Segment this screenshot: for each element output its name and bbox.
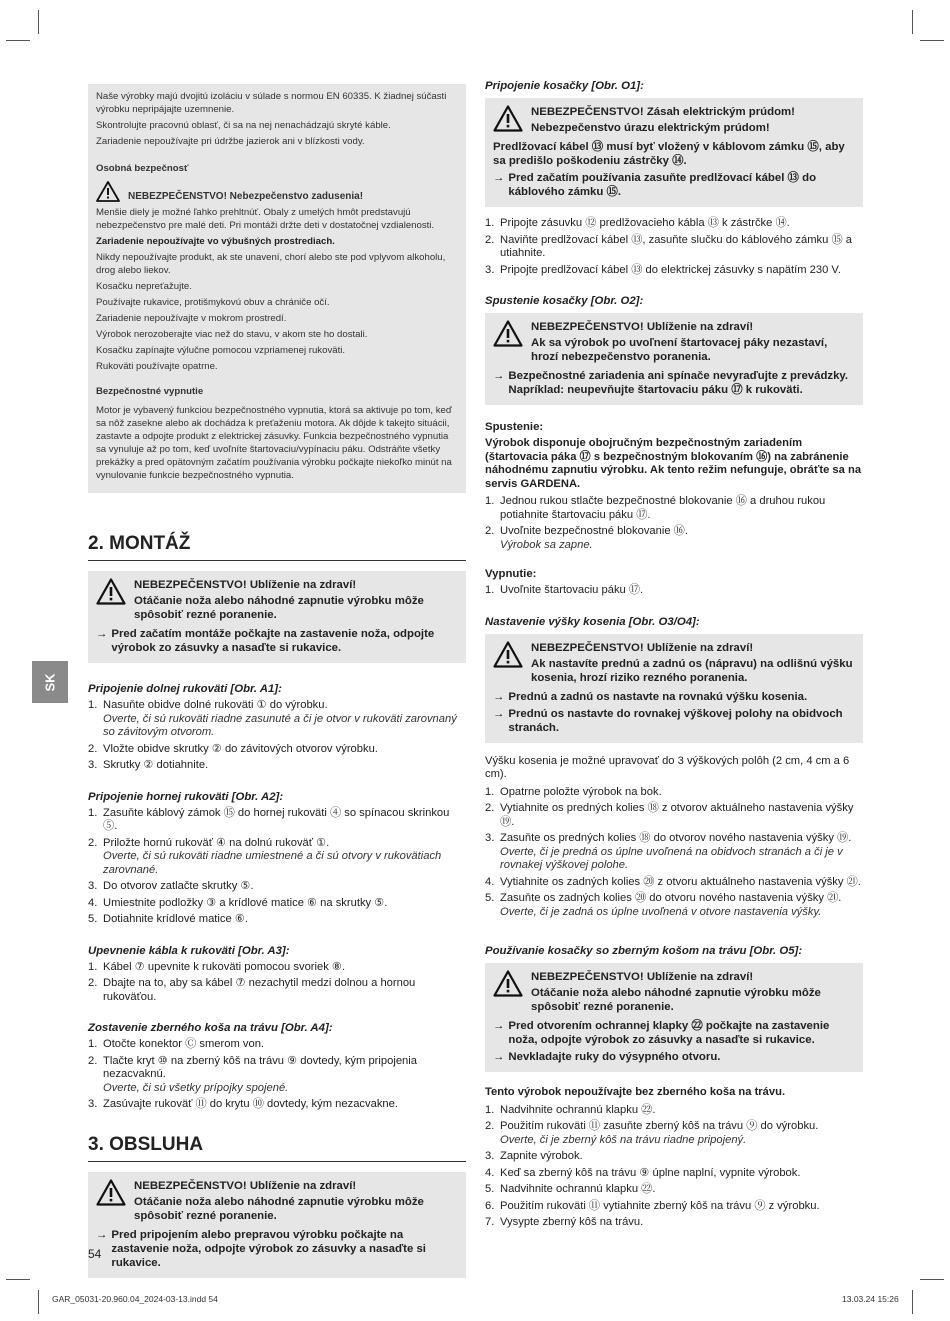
arrow-icon: → [96,1228,108,1241]
step-list [88,807,466,927]
step-instruction: Zasuňte os zadných kolies ⑳ do otvoru nového nastavenia výšky ㉑. [500,892,842,904]
section-heading-obsluha: 3. OBSLUHA [88,1134,466,1162]
subsection-title: Spustenie kosačky [Obr. O2]: [485,295,644,307]
step-text [500,1216,643,1230]
step-text [500,1183,655,1197]
step-text [103,880,254,894]
step-instruction: Použitím rukoväti ⑪ zasuňte zberný kôš na trávu ⑨ do výrobku. [500,1120,819,1132]
step-text [103,961,345,975]
safety-line: Používajte rukavice, protišmykovú obuv a chrániče očí. [96,297,330,308]
step-text [500,832,863,873]
danger-lines [134,578,458,624]
step-text [500,584,643,598]
list-item [485,892,863,919]
list-item [485,1104,863,1118]
step-instruction: Vysypte zberný kôš na trávu. [500,1216,644,1228]
step-number: 2. [485,802,495,814]
step-number: 1. [88,960,98,973]
step-text [103,699,466,740]
list-item [88,699,466,740]
arrow-icon: → [493,172,505,184]
crop-mark [38,1290,39,1314]
step-instruction: Jednou rukou stlačte bezpečnostné blokovanie ⑯ a druhou rukou potiahnite štartovaciu páku ⑰. [500,495,826,521]
step-text [500,525,688,552]
list-item [88,1098,466,1112]
step-instruction: Použitím rukoväti ⑪ vytiahnite zberný kôš na trávu ⑨ z výrobku. [500,1199,820,1212]
crop-mark [912,1290,913,1314]
step-instruction: Nadvihnite ochrannú klapku ㉒. [500,1183,656,1195]
step-number: 1. [485,584,495,596]
step-note: Overte, či je zberný kôš na trávu riadne pripojený. [500,1133,747,1146]
step-number: 3. [88,759,98,771]
step-number: 3. [88,880,98,892]
danger-header [493,641,855,687]
step-note: Výrobok sa zapne. [500,538,593,551]
step-instruction: Umiestnite podložky ③ a krídlové matice ⑥ na skrutky ⑤. [103,896,388,909]
step-list [485,786,863,920]
step-note: Overte, či sú rukoväti riadne zasunuté a či je otvor v rukoväti zarovnaný so závitovým otvorom. [103,712,457,738]
danger-line: Otáčanie noža alebo náhodné zapnutie výrobku môže spôsobiť rezné poranenie. [531,987,821,1013]
list-item [88,961,466,975]
danger-lines [531,641,855,687]
warning-triangle-icon [493,641,523,687]
list-item [88,880,466,894]
step-text [103,759,208,773]
intro-text [96,90,458,148]
step-text [103,1038,264,1052]
step-instruction: Vložte obidve skrutky ② do závitových otvorov výrobku. [103,742,378,755]
step-text [500,1167,800,1181]
subsection-title: Pripojenie dolnej rukoväti [Obr. A1]: [88,683,282,695]
danger-instruction-text: Nevkladajte ruky do výsypného otvoru. [508,1051,721,1063]
list-item [485,234,863,261]
step-number: 2. [485,233,495,246]
start-title: Spustenie: [485,421,544,433]
danger-instruction [96,1228,458,1270]
step-text [103,913,248,927]
list-item [88,837,466,878]
step-note: Overte, či je zadná os úplne uvoľnená v otvore nastavenia výšky. [500,905,822,918]
list-item [485,525,863,552]
arrow-icon: → [493,707,505,720]
step-number: 6. [485,1199,495,1212]
step-number: 2. [88,977,98,989]
arrow-icon: → [493,1051,505,1063]
danger-instruction-text: Pred pripojením alebo prepravou výrobku počkajte na zastavenie noža, odpojte výrobok zo zásuvky a nasaďte si rukavice. [111,1228,426,1269]
step-instruction: Zasuňte káblový zámok ⑮ do hornej rukoväti ④ so spínacou skrinkou ⑤. [103,806,450,832]
danger-instruction-text: Pred otvorením ochrannej klapky ㉒ počkajte na zastavenie noža, odpojte výrobok zo zásuvky a nasaďte si rukavice. [508,1020,830,1046]
danger-box [88,571,466,663]
step-number: 2. [88,1054,98,1067]
danger-instruction-text: Bezpečnostné zariadenia ani spínače nevyraďujte z prevádzky. Napríklad: neupevňujte štartovaciu páku ⑰ k rukoväti. [508,370,849,396]
danger-line: Otáčanie noža alebo náhodné zapnutie výrobku môže spôsobiť rezné poranenie. [134,595,424,621]
step-text [103,1098,398,1112]
danger-instruction [493,690,855,704]
list-item [485,1216,863,1230]
list-item [485,802,863,829]
step-number: 2. [485,525,495,537]
list-item [485,217,863,231]
step-instruction: Zapnite výrobok. [500,1150,583,1162]
step-note: Overte, či je predná os úplne uvoľnená na obidvoch stranách a či je v rovnakej výškovej polohe. [500,845,843,871]
subsection-title: Upevnenie kábla k rukoväti [Obr. A3]: [88,944,290,957]
list-item [485,1183,863,1197]
step-text [103,977,466,1004]
step-number: 3. [88,1098,98,1110]
step-text [500,1104,655,1118]
step-instruction: Opatrne položte výrobok na bok. [500,785,662,798]
danger-line: NEBEZPEČENSTVO! Zásah elektrickým prúdom! [531,106,795,118]
danger-lines [531,320,855,366]
step-instruction: Naviňte predlžovací kábel ⑬, zasuňte slučku do káblového zámku ⑮ a utiahnite. [500,233,852,259]
personal-safety-text [96,206,458,373]
step-instruction: Vytiahnite os predných kolies ⑱ z otvorov aktuálneho nastavenia výšky ⑲. [500,802,854,828]
right-column [485,78,863,1233]
safety-line: Menšie diely je možné ľahko prehltnúť. Obaly z umelých hmôt predstavujú nebezpečenstvo pre malé deti. Pri montáži držte deti v dostatočnej vzdialenosti. [96,207,435,231]
step-note: Overte, či sú všetky prípojky spojené. [103,1081,289,1094]
step-instruction: Zasuňte os predných kolies ⑱ do otvorov nového nastavenia výšky ⑲. [500,832,852,844]
safety-shutoff-title: Bezpečnostné vypnutie [96,386,204,397]
personal-safety-title: Osobná bezpečnosť [96,163,189,174]
step-list [88,1038,466,1112]
list-item [485,264,863,278]
danger-header [493,320,855,366]
step-number: 4. [485,875,495,888]
warning-triangle-icon [96,181,120,202]
step-number: 1. [485,217,495,229]
warning-triangle-icon [96,1179,126,1225]
warning-triangle-icon [493,105,523,137]
step-instruction: Uvoľnite bezpečnostné blokovanie ⑯. [500,525,688,537]
danger-lines [531,970,855,1016]
arrow-icon: → [493,1020,505,1032]
warning-triangle-icon [493,320,523,366]
step-instruction: Pripojte predlžovací kábel ⑬ do elektrickej zásuvky s napätím 230 V. [500,263,841,276]
step-text [500,892,841,919]
list-item [88,897,466,911]
crop-mark [920,40,944,41]
danger-line: NEBEZPEČENSTVO! Ublíženie na zdraví! [134,1179,357,1192]
danger-lines [531,105,795,137]
safety-line: Nikdy nepoužívajte produkt, ak ste unavení, chorí alebo ste pod vplyvom alkoholu, drog alebo liekov. [96,252,446,276]
danger-line: NEBEZPEČENSTVO! Ublíženie na zdraví! [531,971,754,983]
list-item [485,1200,863,1214]
warning-triangle-icon [493,970,523,1016]
danger-box [485,98,863,207]
danger-header [96,1179,458,1225]
step-text [500,495,863,522]
safety-line: Kosačku zapínajte výlučne pomocou vzpriamenej rukoväti. [96,345,346,356]
step-instruction: Otočte konektor Ⓒ smerom von. [103,1038,265,1050]
list-item [88,1055,466,1096]
danger-instruction [96,627,458,655]
step-text [500,786,662,800]
language-tab: SK [32,661,68,703]
step-instruction: Vytiahnite os zadných kolies ⑳ z otvoru aktuálneho nastavenia výšky ㉑. [500,875,861,888]
safety-line: Výrobok nerozoberajte viac než do stavu, v akom ste ho dostali. [96,329,368,340]
grass-bag-warning: Tento výrobok nepoužívajte bez zberného koša na trávu. [485,1086,786,1098]
step-list [88,699,466,773]
danger-instruction [493,171,855,199]
step-text [103,807,466,834]
safety-box [88,84,466,493]
step-number: 2. [88,742,98,755]
step-instruction: Tlačte kryt ⑩ na zberný kôš na trávu ⑨ dovtedy, kým pripojenia nezacvaknú. [103,1054,417,1080]
step-number: 5. [485,892,495,904]
subsection-title: Pripojenie hornej rukoväti [Obr. A2]: [88,790,284,803]
danger-extra: Predlžovací kábel ⑬ musí byť vložený v káblovom zámku ⑮, aby sa predišlo poškodeniu zástrčky ⑭. [493,141,845,167]
footer-timestamp: 13.03.24 15:26 [842,1294,899,1304]
danger-header [96,578,458,624]
crop-mark [6,1279,30,1280]
step-instruction: Zasúvajte rukoväť ⑪ do krytu ⑩ dovtedy, kým nezacvakne. [103,1098,398,1110]
step-text [500,876,861,890]
safety-line: Kosačku nepreťažujte. [96,281,192,292]
safety-line: Zariadenie nepoužívajte v mokrom prostredí. [96,313,287,324]
step-instruction: Nadvihnite ochrannú klapku ㉒. [500,1103,656,1116]
page-number: 54 [88,1247,102,1261]
step-instruction: Keď sa zberný kôš na trávu ⑨ úplne naplní, vypnite výrobok. [500,1166,801,1179]
danger-instruction [493,707,855,735]
arrow-icon: → [493,690,505,703]
step-list [485,1104,863,1230]
step-text [103,743,378,757]
step-instruction: Do otvorov zatlačte skrutky ⑤. [103,880,254,892]
danger-header [493,105,855,137]
danger-instruction [493,369,855,397]
step-number: 5. [485,1183,495,1195]
safety-line: Skontrolujte pracovnú oblasť, či sa na nej nenachádzajú skryté káble. [96,120,391,131]
step-instruction: Uvoľnite štartovaciu páku ⑰. [500,584,644,596]
crop-mark [6,40,30,41]
list-item [485,1167,863,1181]
step-number: 2. [485,1120,495,1132]
step-text [103,1055,466,1096]
danger-line: Otáčanie noža alebo náhodné zapnutie výrobku môže spôsobiť rezné poranenie. [134,1195,424,1222]
step-number: 7. [485,1216,495,1228]
danger-instruction [493,1050,855,1064]
step-instruction: Pripojte zásuvku ⑫ predlžovacieho kábla ⑬ k zástrčke ⑭. [500,217,790,229]
step-text [500,264,841,278]
danger-instruction-text: Prednú a zadnú os nastavte na rovnakú výšku kosenia. [508,690,808,703]
danger-instruction-text: Pred začatím používania zasuňte predlžovací kábel ⑬ do káblového zámku ⑮. [508,172,817,198]
step-instruction: Priložte hornú rukoväť ④ na dolnú rukoväť ①. [103,836,330,849]
footer-file-info: GAR_05031-20.960.04_2024-03-13.indd 54 [52,1294,218,1304]
danger-instruction-text: Prednú os nastavte do rovnakej výškovej polohy na obidvoch stranách. [508,707,843,734]
list-item [485,832,863,873]
danger-box [88,1172,466,1278]
crop-mark [920,1279,944,1280]
danger-line: NEBEZPEČENSTVO! Ublíženie na zdraví! [531,321,754,333]
danger-box [485,313,863,405]
list-item [88,1038,466,1052]
stop-title: Vypnutie: [485,568,537,580]
list-item [88,807,466,834]
step-number: 5. [88,913,98,925]
danger-box [485,963,863,1072]
step-text [500,1120,818,1147]
warning-triangle-icon [96,578,126,624]
list-item [88,759,466,773]
safety-line: Naše výrobky majú dvojitú izoláciu v súlade s normou EN 60335. K žiadnej súčasti výrobku nepripájajte uzemnenie. [96,91,447,115]
step-number: 3. [485,832,495,844]
step-number: 1. [88,806,98,819]
list-item [485,495,863,522]
subsection-title: Nastavenie výšky kosenia [Obr. O3/O4]: [485,615,700,628]
step-instruction: Dbajte na to, aby sa kábel ⑦ nezachytil medzi dolnou a hornou rukoväťou. [103,977,416,1003]
step-number: 1. [485,1103,495,1116]
danger-lines [134,1179,458,1225]
step-list [88,961,466,1005]
danger-instruction [493,1019,855,1047]
step-text [500,802,863,829]
list-item [485,876,863,890]
list-item [88,913,466,927]
step-instruction: Kábel ⑦ upevnite k rukoväti pomocou svoriek ⑧. [103,960,346,973]
list-item [88,977,466,1004]
list-item [485,1150,863,1164]
danger-line: NEBEZPEČENSTVO! Ublíženie na zdraví! [134,579,357,591]
subsection-title: Používanie kosačky so zberným košom na trávu [Obr. O5]: [485,945,803,957]
crop-mark [912,10,913,34]
danger-box [485,634,863,743]
step-note: Overte, či sú rukoväti riadne umiestnené a či sú otvory v rukovätiach zarovnané. [103,850,442,876]
safety-line: Rukoväti používajte opatrne. [96,361,218,372]
danger-line: Ak nastavíte prednú a zadnú os (nápravu) na odlišnú výšku kosenia, hrozí riziko rezného poranenia. [531,657,853,684]
step-text [500,217,790,231]
left-column [88,84,466,1278]
danger-instruction-text: Pred začatím montáže počkajte na zastavenie noža, odpojte výrobok zo zásuvky a nasaďte si rukavice. [111,628,435,654]
step-number: 1. [485,495,495,507]
safety-line: Zariadenie nepoužívajte vo výbušných prostrediach. [96,236,335,247]
step-number: 1. [485,785,495,798]
subsection-title: Zostavenie zberného koša na trávu [Obr. A4]: [88,1022,333,1034]
suffocation-warning [96,181,458,203]
step-instruction: Nasuňte obidve dolné rukoväti ① do výrobku. [103,699,328,711]
step-instruction: Skrutky ② dotiahnite. [103,759,209,771]
arrow-icon: → [96,628,108,640]
safety-line: Zariadenie nepoužívajte pri údržbe jazierok ani v blízkosti vody. [96,136,365,147]
step-number: 1. [88,1038,98,1050]
safety-shutoff-text: Motor je vybavený funkciou bezpečnostného vypnutia, ktorá sa aktivuje po tom, keď sa nôž zasekne alebo ak dochádza k preťaženiu motora. Ak dôjde k takejto situácii, zastavte a odpojte produkt z elektrickej zásuvky. Funkcia bezpečnostného vypnutia sa vynuluje až po tom, keď uvoľníte štartovaciu/vypínaciu páku. Odstráňte všetky prekážky a pred opätovným začatím používania výrobku počkajte niekoľko minút na vynulovanie funkcie bezpečnostného vypnutia. [96,405,452,481]
step-number: 3. [485,1150,495,1162]
step-text [500,1150,583,1164]
step-number: 1. [88,699,98,711]
step-text [103,837,466,878]
step-number: 4. [485,1166,495,1179]
step-number: 3. [485,263,495,276]
height-paragraph: Výšku kosenia je možné upravovať do 3 výškových polôh (2 cm, 4 cm a 6 cm). [485,754,850,780]
danger-header [493,970,855,1016]
danger-line: Nebezpečenstvo úrazu elektrickým prúdom! [531,122,770,134]
step-number: 2. [88,836,98,849]
step-text [103,897,387,911]
list-item [485,786,863,800]
start-paragraph: Výrobok disponuje obojručným bezpečnostným zariadením (štartovacia páka ⑰ s bezpečnostným blokovaním ⑯) na zabránenie náhodnému zapnutiu výrobku. Ak tento režim nefunguje, obráťte sa na servis GARDENA. [485,437,862,490]
arrow-icon: → [493,370,505,382]
step-number: 4. [88,896,98,909]
danger-line: Ak sa výrobok po uvoľnení štartovacej páky nezastaví, hrozí nebezpečenstvo poranenia. [531,337,828,363]
step-text [500,234,863,261]
step-instruction: Dotiahnite krídlové matice ⑥. [103,913,248,925]
section-heading-montaz: 2. MONTÁŽ [88,533,466,561]
danger-line: NEBEZPEČENSTVO! Ublíženie na zdraví! [531,641,754,654]
step-text [500,1200,820,1214]
subsection-title: Pripojenie kosačky [Obr. O1]: [485,80,644,92]
step-list [485,495,863,552]
list-item [485,584,863,598]
step-list [485,217,863,277]
crop-mark [38,10,39,34]
list-item [485,1120,863,1147]
list-item [88,743,466,757]
step-list [485,584,863,598]
suffocation-warning-text: NEBEZPEČENSTVO! Nebezpečenstvo zadusenia! [128,191,364,202]
